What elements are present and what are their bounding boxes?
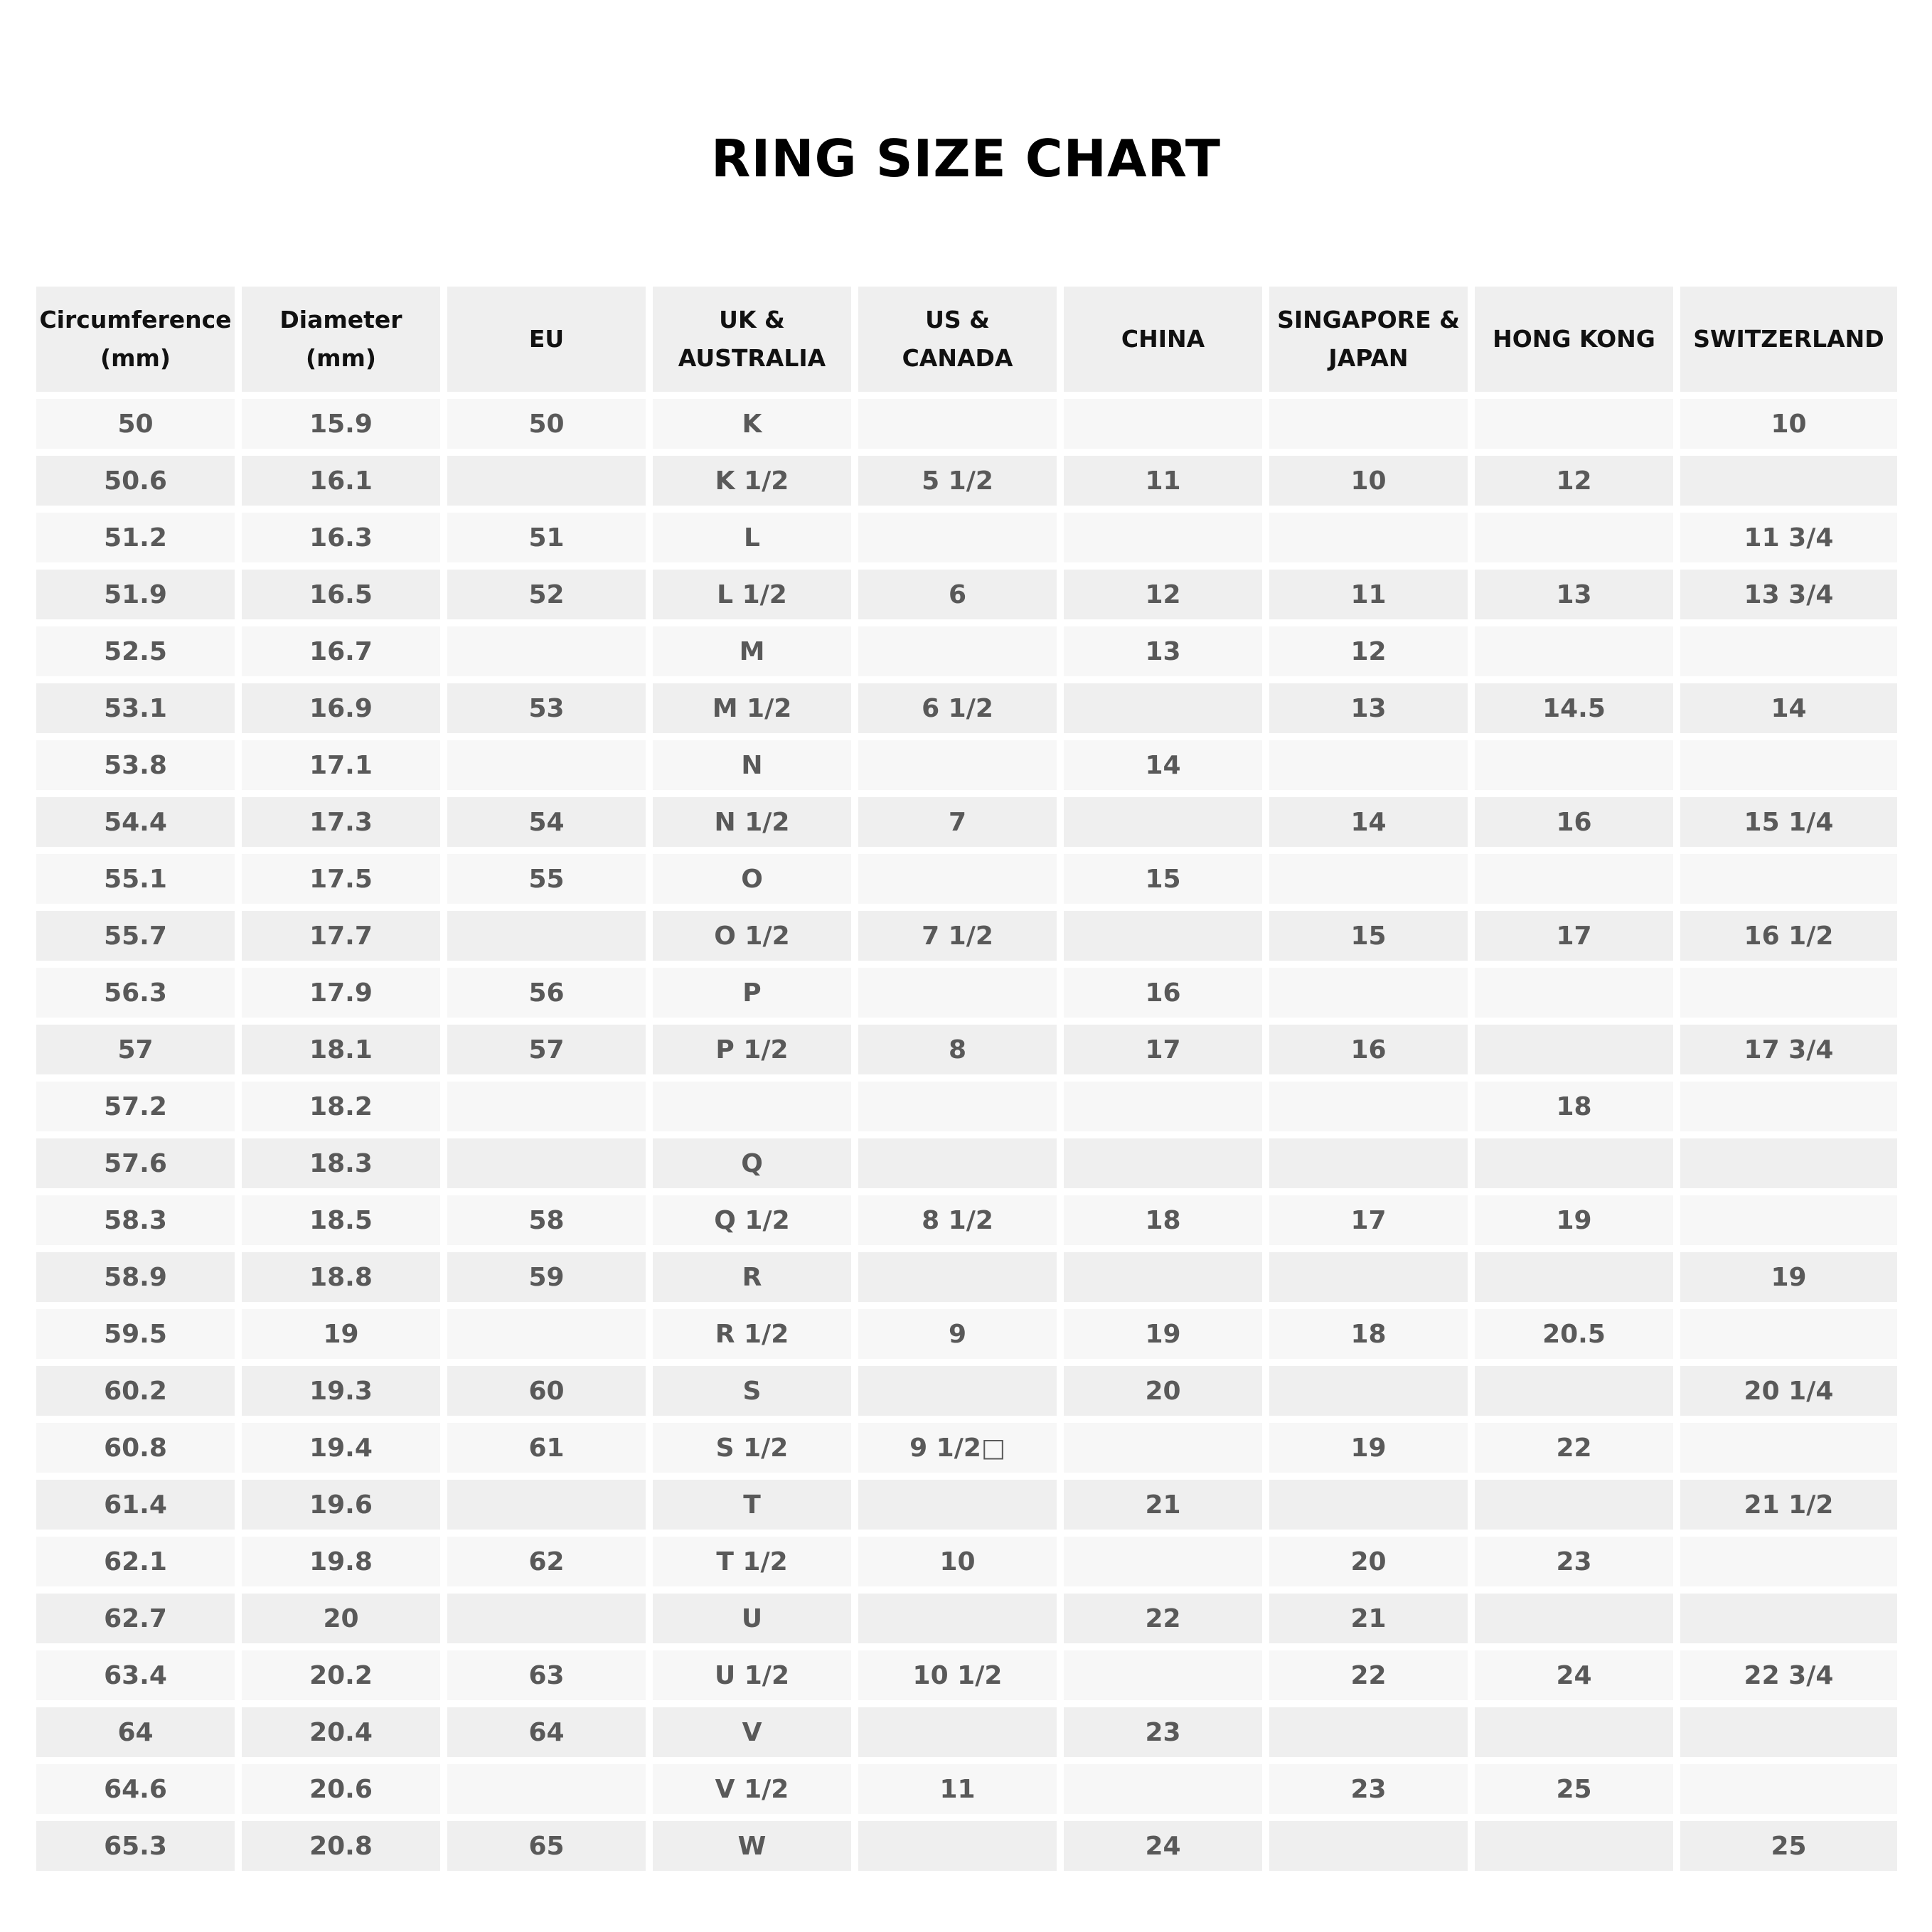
table-cell: M 1/2 xyxy=(653,683,851,733)
table-cell: 15 xyxy=(1064,854,1262,904)
table-cell xyxy=(1064,1082,1262,1131)
table-cell: V xyxy=(653,1707,851,1757)
table-cell: M xyxy=(653,626,851,676)
table-cell xyxy=(858,740,1057,790)
table-cell xyxy=(1475,399,1673,449)
table-row xyxy=(36,740,1897,790)
table-cell: T xyxy=(653,1480,851,1530)
table-cell xyxy=(1064,513,1262,562)
column-header-text xyxy=(678,301,826,378)
column-header xyxy=(1680,287,1897,392)
table-cell: 11 3/4 xyxy=(1680,513,1897,562)
table-cell xyxy=(1269,513,1468,562)
table-row xyxy=(36,456,1897,506)
table-row xyxy=(36,1764,1897,1814)
table-cell: 8 xyxy=(858,1025,1057,1074)
table-cell: 53 xyxy=(447,683,646,733)
table-cell xyxy=(858,1138,1057,1188)
table-cell xyxy=(858,1082,1057,1131)
table-cell: L 1/2 xyxy=(653,570,851,619)
column-header-line: (mm) xyxy=(100,344,171,372)
table-cell xyxy=(447,1082,646,1131)
table-cell xyxy=(858,1366,1057,1416)
table-cell xyxy=(1475,513,1673,562)
table-cell xyxy=(1064,1537,1262,1586)
table-cell: 53.8 xyxy=(36,740,235,790)
table-cell xyxy=(1475,854,1673,904)
table-cell xyxy=(1475,1594,1673,1643)
column-header-line: CANADA xyxy=(902,344,1013,372)
table-cell xyxy=(1475,740,1673,790)
column-header-text xyxy=(529,320,564,358)
table-cell: 62.7 xyxy=(36,1594,235,1643)
table-cell: 19.6 xyxy=(242,1480,440,1530)
column-header-text xyxy=(39,301,231,378)
table-cell xyxy=(1680,854,1897,904)
table-cell: 19.4 xyxy=(242,1423,440,1473)
column-header xyxy=(447,287,646,392)
table-cell xyxy=(858,1594,1057,1643)
table-cell: 17 xyxy=(1475,911,1673,961)
table-cell: 62 xyxy=(447,1537,646,1586)
table-cell: 13 xyxy=(1475,570,1673,619)
table-cell: 5 1/2 xyxy=(858,456,1057,506)
table-cell: 58 xyxy=(447,1195,646,1245)
table-row xyxy=(36,1707,1897,1757)
table-cell: 60.2 xyxy=(36,1366,235,1416)
table-cell: 50 xyxy=(36,399,235,449)
table-cell: 20 xyxy=(1064,1366,1262,1416)
column-header-line: SINGAPORE & xyxy=(1277,306,1460,333)
table-cell: 55.1 xyxy=(36,854,235,904)
table-cell xyxy=(858,1707,1057,1757)
table-cell: 6 xyxy=(858,570,1057,619)
table-cell xyxy=(1269,1082,1468,1131)
table-cell: 24 xyxy=(1064,1821,1262,1871)
table-body xyxy=(36,399,1897,1871)
table-cell xyxy=(858,1480,1057,1530)
table-cell xyxy=(1680,1594,1897,1643)
table-cell xyxy=(1269,968,1468,1018)
table-cell xyxy=(858,1252,1057,1302)
table-row xyxy=(36,1423,1897,1473)
table-cell: K 1/2 xyxy=(653,456,851,506)
table-cell: S 1/2 xyxy=(653,1423,851,1473)
table-cell xyxy=(1475,1366,1673,1416)
table-cell: 19 xyxy=(1680,1252,1897,1302)
column-header-text xyxy=(902,301,1013,378)
table-row xyxy=(36,1252,1897,1302)
table-cell: 17 xyxy=(1269,1195,1468,1245)
table-cell: S xyxy=(653,1366,851,1416)
table-cell: 10 xyxy=(1269,456,1468,506)
table-cell xyxy=(1475,1821,1673,1871)
table-cell: 15 1/4 xyxy=(1680,797,1897,847)
table-cell xyxy=(1475,968,1673,1018)
column-header-text xyxy=(1121,320,1205,358)
table-cell xyxy=(1475,1025,1673,1074)
table-cell xyxy=(653,1082,851,1131)
ring-size-table xyxy=(36,287,1897,1878)
table-cell: 22 xyxy=(1269,1650,1468,1700)
table-cell: 20 xyxy=(242,1594,440,1643)
table-cell: 58.3 xyxy=(36,1195,235,1245)
table-cell: Q xyxy=(653,1138,851,1188)
table-cell: 17.1 xyxy=(242,740,440,790)
table-cell: 51 xyxy=(447,513,646,562)
table-cell: 18.2 xyxy=(242,1082,440,1131)
table-row xyxy=(36,1821,1897,1871)
table-cell: 57.6 xyxy=(36,1138,235,1188)
table-cell: 51.9 xyxy=(36,570,235,619)
table-cell: 15 xyxy=(1269,911,1468,961)
table-cell xyxy=(1064,1138,1262,1188)
table-row xyxy=(36,1025,1897,1074)
table-cell: 19 xyxy=(1064,1309,1262,1359)
table-cell: 10 1/2 xyxy=(858,1650,1057,1700)
table-cell xyxy=(1064,797,1262,847)
table-cell: 21 xyxy=(1064,1480,1262,1530)
table-cell xyxy=(447,626,646,676)
table-cell xyxy=(1064,1252,1262,1302)
table-cell xyxy=(447,1480,646,1530)
page-title: RING SIZE CHART xyxy=(711,129,1221,188)
table-cell: 22 3/4 xyxy=(1680,1650,1897,1700)
table-cell xyxy=(858,1821,1057,1871)
table-cell: 10 xyxy=(858,1537,1057,1586)
table-cell: 55.7 xyxy=(36,911,235,961)
table-cell: 7 1/2 xyxy=(858,911,1057,961)
table-cell: 19.8 xyxy=(242,1537,440,1586)
table-cell: 17.7 xyxy=(242,911,440,961)
column-header-line: Diameter xyxy=(279,306,402,333)
column-header-text xyxy=(279,301,402,378)
table-cell: 63 xyxy=(447,1650,646,1700)
table-cell: 16.5 xyxy=(242,570,440,619)
table-cell: 23 xyxy=(1475,1537,1673,1586)
table-cell: N 1/2 xyxy=(653,797,851,847)
table-cell: 64 xyxy=(447,1707,646,1757)
table-cell xyxy=(1064,683,1262,733)
table-cell: 52 xyxy=(447,570,646,619)
table-cell xyxy=(1475,626,1673,676)
table-cell xyxy=(447,740,646,790)
table-cell: 59 xyxy=(447,1252,646,1302)
table-cell: O xyxy=(653,854,851,904)
table-cell: 21 xyxy=(1269,1594,1468,1643)
table-cell: 12 xyxy=(1064,570,1262,619)
table-row xyxy=(36,911,1897,961)
column-header xyxy=(36,287,235,392)
table-cell: 61.4 xyxy=(36,1480,235,1530)
table-cell: 25 xyxy=(1475,1764,1673,1814)
table-cell xyxy=(1269,854,1468,904)
table-cell: 20.5 xyxy=(1475,1309,1673,1359)
table-cell xyxy=(858,626,1057,676)
table-cell: 17.3 xyxy=(242,797,440,847)
table-cell: V 1/2 xyxy=(653,1764,851,1814)
table-cell: 14 xyxy=(1269,797,1468,847)
column-header-line: HONG KONG xyxy=(1493,325,1655,353)
table-cell: 23 xyxy=(1064,1707,1262,1757)
table-cell xyxy=(447,1138,646,1188)
table-cell: W xyxy=(653,1821,851,1871)
table-cell: 22 xyxy=(1475,1423,1673,1473)
table-cell: 11 xyxy=(1269,570,1468,619)
table-cell: U xyxy=(653,1594,851,1643)
column-header xyxy=(1064,287,1262,392)
table-cell xyxy=(447,1309,646,1359)
table-cell xyxy=(1680,626,1897,676)
table-row xyxy=(36,399,1897,449)
column-header-line: (mm) xyxy=(306,344,376,372)
column-header-text xyxy=(1693,320,1884,358)
table-cell xyxy=(1680,1082,1897,1131)
table-cell xyxy=(1475,1707,1673,1757)
table-cell: 62.1 xyxy=(36,1537,235,1586)
table-cell xyxy=(1064,399,1262,449)
table-cell xyxy=(447,911,646,961)
table-cell: 12 xyxy=(1269,626,1468,676)
table-cell xyxy=(1475,1138,1673,1188)
table-cell: 18.8 xyxy=(242,1252,440,1302)
table-cell: 23 xyxy=(1269,1764,1468,1814)
column-header-line: UK & xyxy=(719,306,785,333)
table-cell: 16.3 xyxy=(242,513,440,562)
table-cell xyxy=(447,1594,646,1643)
table-cell: 55 xyxy=(447,854,646,904)
table-cell: 11 xyxy=(858,1764,1057,1814)
table-cell: 63.4 xyxy=(36,1650,235,1700)
table-cell xyxy=(858,854,1057,904)
table-cell: 18 xyxy=(1064,1195,1262,1245)
table-cell: 18.5 xyxy=(242,1195,440,1245)
table-cell: 17 3/4 xyxy=(1680,1025,1897,1074)
table-cell: 14 xyxy=(1680,683,1897,733)
table-cell: K xyxy=(653,399,851,449)
table-cell xyxy=(1680,1195,1897,1245)
table-cell: 65.3 xyxy=(36,1821,235,1871)
table-cell xyxy=(1680,1138,1897,1188)
table-cell: 25 xyxy=(1680,1821,1897,1871)
column-header xyxy=(653,287,851,392)
column-header-text xyxy=(1277,301,1460,378)
table-cell: U 1/2 xyxy=(653,1650,851,1700)
table-row xyxy=(36,797,1897,847)
table-cell: 64 xyxy=(36,1707,235,1757)
table-cell xyxy=(1269,1821,1468,1871)
table-cell xyxy=(1680,1309,1897,1359)
table-cell: O 1/2 xyxy=(653,911,851,961)
column-header-line: CHINA xyxy=(1121,325,1205,353)
table-cell: 17.9 xyxy=(242,968,440,1018)
table-row xyxy=(36,1480,1897,1530)
table-cell: 51.2 xyxy=(36,513,235,562)
table-cell: L xyxy=(653,513,851,562)
table-cell: 9 1/2□ xyxy=(858,1423,1057,1473)
table-cell xyxy=(1064,1423,1262,1473)
table-cell: 60.8 xyxy=(36,1423,235,1473)
table-cell: 16.9 xyxy=(242,683,440,733)
column-header-line: SWITZERLAND xyxy=(1693,325,1884,353)
column-header xyxy=(1269,287,1468,392)
table-row xyxy=(36,854,1897,904)
table-cell xyxy=(447,1764,646,1814)
table-cell: 53.1 xyxy=(36,683,235,733)
table-row xyxy=(36,1594,1897,1643)
table-cell: 8 1/2 xyxy=(858,1195,1057,1245)
table-row xyxy=(36,683,1897,733)
table-cell xyxy=(858,399,1057,449)
table-cell: 24 xyxy=(1475,1650,1673,1700)
table-cell: 17.5 xyxy=(242,854,440,904)
column-header-line: Circumference xyxy=(39,306,232,333)
table-row xyxy=(36,1195,1897,1245)
table-cell: 21 1/2 xyxy=(1680,1480,1897,1530)
table-cell: 57 xyxy=(36,1025,235,1074)
column-header-line: AUSTRALIA xyxy=(678,344,826,372)
table-cell xyxy=(1269,1480,1468,1530)
table-cell: 61 xyxy=(447,1423,646,1473)
table-cell: 20 xyxy=(1269,1537,1468,1586)
table-cell: 18.1 xyxy=(242,1025,440,1074)
table-cell: 7 xyxy=(858,797,1057,847)
table-cell: 19.3 xyxy=(242,1366,440,1416)
table-cell: 16.1 xyxy=(242,456,440,506)
table-cell: 18 xyxy=(1475,1082,1673,1131)
table-cell: 19 xyxy=(1475,1195,1673,1245)
table-cell xyxy=(1064,911,1262,961)
table-row xyxy=(36,1366,1897,1416)
table-cell xyxy=(1475,1480,1673,1530)
column-header xyxy=(242,287,440,392)
table-cell xyxy=(1064,1764,1262,1814)
column-header xyxy=(1475,287,1673,392)
table-cell xyxy=(447,456,646,506)
table-cell: 13 3/4 xyxy=(1680,570,1897,619)
table-row xyxy=(36,626,1897,676)
column-header-line: EU xyxy=(528,325,565,353)
table-cell: 57.2 xyxy=(36,1082,235,1131)
table-cell: 64.6 xyxy=(36,1764,235,1814)
table-row xyxy=(36,1082,1897,1131)
table-cell: 18.3 xyxy=(242,1138,440,1188)
table-cell: 52.5 xyxy=(36,626,235,676)
table-cell xyxy=(1680,740,1897,790)
table-cell: 58.9 xyxy=(36,1252,235,1302)
table-cell: 60 xyxy=(447,1366,646,1416)
table-cell: 13 xyxy=(1064,626,1262,676)
table-cell: 15.9 xyxy=(242,399,440,449)
table-cell xyxy=(1475,1252,1673,1302)
table-cell: 10 xyxy=(1680,399,1897,449)
column-header-line: JAPAN xyxy=(1328,344,1409,372)
table-cell: 14 xyxy=(1064,740,1262,790)
table-cell: 50 xyxy=(447,399,646,449)
table-cell xyxy=(1269,740,1468,790)
table-cell: P xyxy=(653,968,851,1018)
table-cell: T 1/2 xyxy=(653,1537,851,1586)
table-cell: 54.4 xyxy=(36,797,235,847)
table-cell xyxy=(1269,1707,1468,1757)
table-row xyxy=(36,570,1897,619)
table-cell: 57 xyxy=(447,1025,646,1074)
table-cell xyxy=(1269,399,1468,449)
table-cell: 20 1/4 xyxy=(1680,1366,1897,1416)
table-cell: 18 xyxy=(1269,1309,1468,1359)
table-cell: 16 xyxy=(1269,1025,1468,1074)
table-cell xyxy=(1269,1252,1468,1302)
table-header-row xyxy=(36,287,1897,392)
table-cell: 19 xyxy=(242,1309,440,1359)
table-cell: 59.5 xyxy=(36,1309,235,1359)
table-cell: 19 xyxy=(1269,1423,1468,1473)
table-row xyxy=(36,1309,1897,1359)
table-cell xyxy=(1064,1650,1262,1700)
table-cell: P 1/2 xyxy=(653,1025,851,1074)
table-cell: 22 xyxy=(1064,1594,1262,1643)
table-cell: 9 xyxy=(858,1309,1057,1359)
table-cell xyxy=(1680,1537,1897,1586)
table-cell xyxy=(858,968,1057,1018)
table-cell: 11 xyxy=(1064,456,1262,506)
table-row xyxy=(36,1138,1897,1188)
table-cell: 13 xyxy=(1269,683,1468,733)
table-cell: 16 xyxy=(1064,968,1262,1018)
table-cell: R xyxy=(653,1252,851,1302)
table-cell: 16 1/2 xyxy=(1680,911,1897,961)
table-cell: 16 xyxy=(1475,797,1673,847)
table-cell: 17 xyxy=(1064,1025,1262,1074)
table-cell xyxy=(1680,968,1897,1018)
column-header-line: US & xyxy=(925,306,990,333)
table-cell: Q 1/2 xyxy=(653,1195,851,1245)
table-cell: 12 xyxy=(1475,456,1673,506)
table-cell: 20.6 xyxy=(242,1764,440,1814)
table-cell: 56 xyxy=(447,968,646,1018)
table-cell: 20.8 xyxy=(242,1821,440,1871)
table-row xyxy=(36,1537,1897,1586)
table-cell xyxy=(1680,1764,1897,1814)
table-cell: 20.4 xyxy=(242,1707,440,1757)
table-cell xyxy=(1680,456,1897,506)
table-cell: N xyxy=(653,740,851,790)
table-cell xyxy=(1680,1707,1897,1757)
table-cell: 54 xyxy=(447,797,646,847)
table-row xyxy=(36,1650,1897,1700)
table-cell: 6 1/2 xyxy=(858,683,1057,733)
table-cell: 20.2 xyxy=(242,1650,440,1700)
table-cell xyxy=(1680,1423,1897,1473)
table-cell: 56.3 xyxy=(36,968,235,1018)
column-header-text xyxy=(1493,320,1655,358)
table-cell: 50.6 xyxy=(36,456,235,506)
table-cell: 14.5 xyxy=(1475,683,1673,733)
table-cell xyxy=(1269,1366,1468,1416)
table-cell: R 1/2 xyxy=(653,1309,851,1359)
table-cell xyxy=(858,513,1057,562)
table-row xyxy=(36,513,1897,562)
table-row xyxy=(36,968,1897,1018)
column-header xyxy=(858,287,1057,392)
table-cell: 16.7 xyxy=(242,626,440,676)
table-cell xyxy=(1269,1138,1468,1188)
table-cell: 65 xyxy=(447,1821,646,1871)
